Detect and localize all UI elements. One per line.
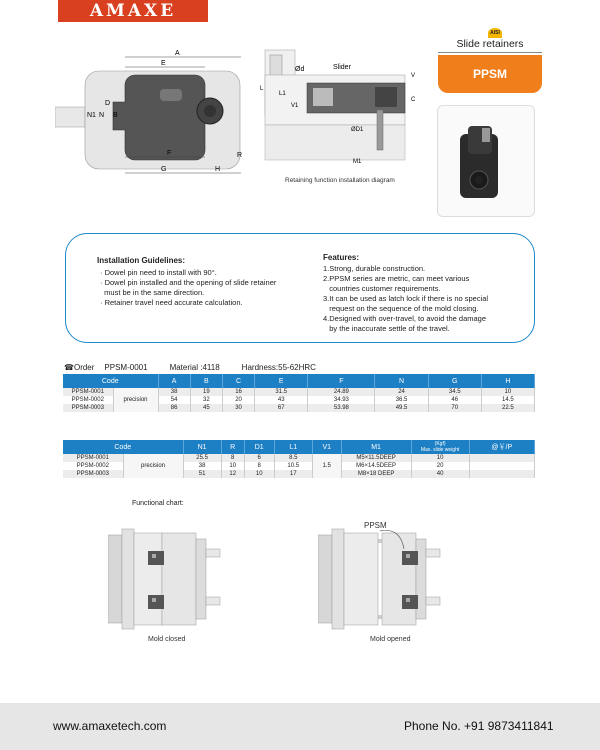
- table-row: [63, 454, 535, 462]
- cell: 8: [221, 454, 244, 462]
- col-r: R: [221, 440, 244, 454]
- cell: 30: [222, 404, 254, 412]
- dim-label-l1: L1: [279, 91, 286, 97]
- dim-label-b: B: [113, 112, 118, 119]
- cell: 67: [255, 404, 308, 412]
- col-b: B: [190, 374, 222, 388]
- cell: M8×18 DEEP: [341, 470, 411, 478]
- dim-label-v1: V1: [291, 103, 299, 109]
- mold-closed-diagram: [108, 525, 228, 633]
- cell: 8.5: [274, 454, 312, 462]
- dim-label-r: R: [237, 152, 243, 159]
- cell-group: precision: [123, 454, 183, 478]
- cell: 49.5: [375, 404, 428, 412]
- hardness-spec: Hardness:55-62HRC: [241, 363, 316, 372]
- dim-label-od1: ØD1: [351, 127, 364, 133]
- dim-label-d: D: [105, 100, 111, 107]
- cell: 38: [183, 462, 221, 470]
- dim-label-l: L: [260, 86, 264, 92]
- functional-chart-title: Functional chart:: [132, 500, 184, 507]
- table-header-row: [63, 440, 535, 454]
- guideline-item: · Dowel pin installed and the opening of slide retainer must be in the same direction.: [100, 278, 277, 297]
- dimensions-table: [63, 374, 535, 412]
- cell: 25.5: [183, 454, 221, 462]
- dim-label-v: V: [411, 73, 416, 79]
- ppsm-tag: PPSM: [364, 521, 387, 530]
- kgf-label: (Kgf): [434, 441, 446, 447]
- cell: 16: [222, 388, 254, 396]
- cell-group: precision: [113, 388, 158, 412]
- guideline-item: · Retainer travel need accurate calculation.: [100, 298, 243, 307]
- cell: 20: [222, 396, 254, 404]
- cell: 22.5: [481, 404, 534, 412]
- col-code: Code: [63, 374, 158, 388]
- col-a: A: [158, 374, 190, 388]
- col-e: E: [255, 374, 308, 388]
- dim-label-f: F: [167, 150, 172, 157]
- cell: M6×14.5DEEP: [341, 462, 411, 470]
- cell-price: [469, 462, 534, 470]
- dim-label-c: C: [411, 97, 416, 103]
- brand-logo: AMAXE: [89, 1, 177, 21]
- order-code: PPSM-0001: [104, 363, 148, 372]
- table-header-row: [63, 374, 535, 388]
- mold-closed-label: Mold closed: [148, 636, 186, 643]
- col-code: Code: [63, 440, 183, 454]
- cell-code: PPSM-0002: [63, 396, 113, 404]
- phone-number: Phone No. +91 9873411841: [404, 719, 554, 733]
- cell-code: PPSM-0001: [63, 388, 113, 396]
- guideline-item: · Dowel pin need to install with 90°.: [100, 268, 217, 277]
- col-kgf: [411, 440, 469, 454]
- cell-price: [469, 470, 534, 478]
- cell: 31.5: [255, 388, 308, 396]
- mold-opened-label: Mold opened: [370, 636, 411, 643]
- cell-code: PPSM-0001: [63, 454, 123, 462]
- product-photo-image: [438, 106, 536, 218]
- title-divider: [438, 52, 542, 53]
- cell: 10: [244, 470, 274, 478]
- table-row: [63, 388, 535, 396]
- col-l1: L1: [274, 440, 312, 454]
- guidelines-list: [100, 268, 315, 308]
- features-title: Features:: [323, 253, 360, 262]
- col-d1: D1: [244, 440, 274, 454]
- cell-code: PPSM-0003: [63, 404, 113, 412]
- feature-item: 3.It can be used as latch lock if there is no special request on the sequence of the mold closing.: [323, 294, 489, 313]
- cell: 86: [158, 404, 190, 412]
- order-label: Order: [73, 363, 95, 372]
- cell: 24: [375, 388, 428, 396]
- col-c: C: [222, 374, 254, 388]
- feature-item: 2.PPSM series are metric, can meet various countries customer requirements.: [323, 274, 470, 293]
- dim-label-h: H: [215, 166, 221, 173]
- dim-label-n1: N1: [87, 112, 96, 119]
- order-info: [64, 363, 338, 372]
- cell: 8: [244, 462, 274, 470]
- dimension-drawing: [55, 45, 435, 190]
- cell-code: PPSM-0002: [63, 462, 123, 470]
- features-list: [323, 264, 528, 334]
- cell: 70: [428, 404, 481, 412]
- cell: 14.5: [481, 396, 534, 404]
- cell: 19: [190, 388, 222, 396]
- cell: 6: [244, 454, 274, 462]
- slider-label: Slider: [333, 64, 351, 71]
- cell: 17: [274, 470, 312, 478]
- guidelines-title: Installation Guidelines:: [97, 256, 186, 265]
- cell-code: PPSM-0003: [63, 470, 123, 478]
- cell: 38: [158, 388, 190, 396]
- col-price: @￥/P: [469, 440, 534, 454]
- col-n1: N1: [183, 440, 221, 454]
- col-n: N: [375, 374, 428, 388]
- cell-price: [469, 454, 534, 462]
- col-g: G: [428, 374, 481, 388]
- cell: 10: [221, 462, 244, 470]
- dim-label-e: E: [161, 60, 166, 67]
- cell: 46: [428, 396, 481, 404]
- cell: 12: [221, 470, 244, 478]
- cell: 43: [255, 396, 308, 404]
- category-title: Slide retainers: [456, 38, 524, 50]
- cell: 34.93: [308, 396, 375, 404]
- feature-item: 1.Strong, durable construction.: [323, 264, 426, 273]
- col-v1: V1: [312, 440, 341, 454]
- cell: 51: [183, 470, 221, 478]
- cell: 24.89: [308, 388, 375, 396]
- cell: 32: [190, 396, 222, 404]
- cell: 34.5: [428, 388, 481, 396]
- specs-table: [63, 440, 535, 478]
- dim-label-g: G: [161, 166, 167, 173]
- dim-label-od: Ød: [295, 66, 305, 73]
- col-h: H: [481, 374, 534, 388]
- phone-icon: ☎: [64, 363, 74, 372]
- product-badge: PPSM: [438, 55, 542, 93]
- cell: 10: [411, 454, 469, 462]
- cell-v1: 1.5: [312, 454, 341, 478]
- cell: 10.5: [274, 462, 312, 470]
- dim-label-n: N: [99, 112, 105, 119]
- cell: 45: [190, 404, 222, 412]
- cell: 54: [158, 396, 190, 404]
- cell: 40: [411, 470, 469, 478]
- kgf-sub-label: Max. slide weight: [420, 447, 460, 453]
- aisi-badge: AISI: [488, 28, 502, 38]
- col-f: F: [308, 374, 375, 388]
- cell: 10: [481, 388, 534, 396]
- dim-label-m1: M1: [353, 159, 362, 165]
- cell: 53.98: [308, 404, 375, 412]
- mold-opened-diagram: [318, 525, 448, 633]
- product-photo: [437, 105, 535, 217]
- cell: 36.5: [375, 396, 428, 404]
- cell: M5×11.5DEEP: [341, 454, 411, 462]
- website-link[interactable]: www.amaxetech.com: [53, 719, 167, 733]
- dim-label-a: A: [175, 50, 180, 57]
- diagram-caption: Retaining function installation diagram: [285, 177, 395, 184]
- col-m1: M1: [341, 440, 411, 454]
- material-spec: Material :4118: [169, 363, 220, 372]
- feature-item: 4.Designed with over-travel, to avoid the damage by the inaccurate settle of the travel.: [323, 314, 487, 333]
- cell: 20: [411, 462, 469, 470]
